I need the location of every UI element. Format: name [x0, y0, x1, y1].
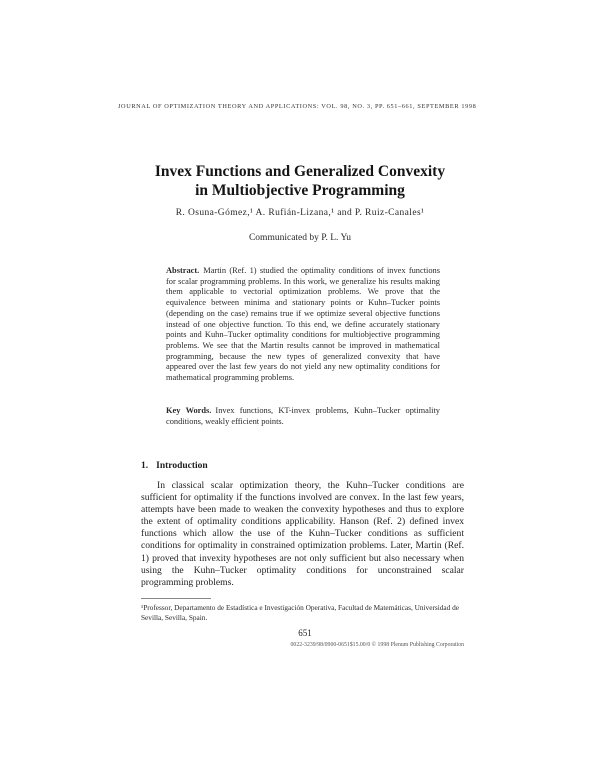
journal-header: JOURNAL OF OPTIMIZATION THEORY AND APPLICATIONS: VOL. 98, NO. 3, PP. 651–661, SEPTEMBER 1998 — [118, 103, 477, 110]
abstract-text: Martin (Ref. 1) studied the optimality conditions of invex functions for scalar programming problems. In this work, we generalize his results making them applicable to vectorial optimization problems. We prove that the equivalence between minima and stationary points or Kuhn–Tucker points (depending on the case) remains true if we optimize several objective functions instead of one objective function. To this end, we define accurately stationary points and Kuhn–Tucker optimality conditions for multiobjective programming problems. We see that the Martin results cannot be improved in mathematical programming, because the new types of generalized convexity that have appeared over the last few years do not yield any new optimality conditions for mathematical programming problems. — [166, 266, 440, 383]
paper-title — [90, 162, 510, 200]
introduction-paragraph: In classical scalar optimization theory, the Kuhn–Tucker conditions are sufficient for optimality if the functions involved are convex. In the last few years, attempts have been made to weaken the convexity hypotheses and thus to explore the extent of optimality conditions applicability. Hanson (Ref. 2) defined invex functions which allow the use of the Kuhn–Tucker conditions as sufficient conditions for optimality in constrained optimization problems. Later, Martin (Ref. 1) proved that invexity hypotheses are not only sufficient but also necessary when using the Kuhn–Tucker optimality conditions for unconstrained scalar programming problems. — [141, 480, 464, 588]
keywords-text: Invex functions, KT-invex problems, Kuhn–Tucker optimality conditions, weakly efficient points. — [166, 406, 440, 426]
communicated-by: Communicated by P. L. Yu — [248, 233, 352, 243]
section-number: 1. — [141, 461, 149, 471]
keywords — [166, 406, 440, 427]
section-heading — [141, 461, 208, 471]
author-list: R. Osuna-Gómez,¹ A. Rufián-Lizana,¹ and P. Ruiz-Canales¹ — [175, 208, 425, 218]
abstract — [166, 266, 440, 384]
title-line-1: Invex Functions and Generalized Convexity — [154, 163, 446, 180]
title-line-2: in Multiobjective Programming — [195, 182, 405, 199]
abstract-label: Abstract. — [166, 266, 200, 275]
page-number: 651 — [298, 628, 312, 638]
footnote: ¹Professor, Departamento de Estadística e Investigación Operativa, Facultad de Matemáticas, Universidad de Sevilla, Sevilla, Spain. — [141, 603, 459, 622]
copyright-line: 0022-3239/98/0900-0651$15.00/0 © 1998 Plenum Publishing Corporation — [290, 642, 464, 648]
footnote-divider — [141, 598, 211, 599]
keywords-label: Key Words. — [166, 406, 212, 415]
section-title: Introduction — [156, 461, 208, 471]
